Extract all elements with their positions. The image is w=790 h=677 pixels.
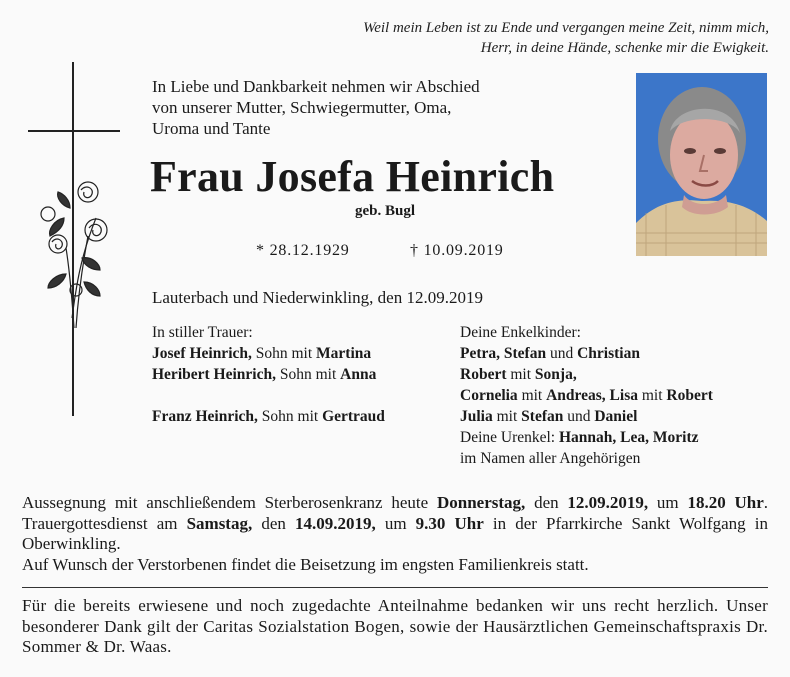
intro-line-3: Uroma und Tante — [152, 119, 271, 138]
intro-text — [152, 76, 480, 139]
great-grandchildren: Deine Urenkel: Hannah, Lea, Moritz — [460, 429, 699, 446]
mourner-line-3: Franz Heinrich, Sohn mit Gertraud — [152, 408, 385, 425]
birth-date: * 28.12.1929 — [256, 242, 350, 259]
born-name: geb. Bugl — [354, 203, 415, 219]
grandchildren-line-4: Julia mit Stefan und Daniel — [460, 408, 638, 425]
mourner-line-2: Heribert Heinrich, Sohn mit Anna — [152, 366, 377, 383]
death-date: † 10.09.2019 — [410, 242, 504, 259]
divider — [22, 587, 768, 588]
intro-line-1: In Liebe und Dankbarkeit nehmen wir Abschied — [152, 77, 480, 96]
grandchildren-line-2: Robert mit Sonja, — [460, 366, 577, 383]
portrait-photo — [636, 73, 767, 256]
quote-line-1: Weil mein Leben ist zu Ende und vergangen meine Zeit, nimm mich, — [363, 20, 769, 36]
intro-line-2: von unserer Mutter, Schwiegermutter, Oma, — [152, 98, 452, 117]
deceased-name: Frau Josefa Heinrich — [150, 152, 555, 201]
mourner-line-1: Josef Heinrich, Sohn mit Martina — [152, 345, 372, 362]
thanks-text: Für die bereits erwiesene und noch zugedachte Anteilnahme bedanken wir uns recht herzlich. Unser besonderer Dank gilt der Caritas Sozialstation Bogen, sowie der Hausärztlichen Gemeinschaftspraxis Dr. Sommer & Dr. Waas. — [22, 596, 768, 656]
grandchildren-line-1: Petra, Stefan und Christian — [460, 345, 640, 362]
all-relatives: im Namen aller Angehörigen — [460, 450, 641, 467]
mourners-right — [460, 322, 713, 469]
cross-bar — [28, 130, 120, 132]
roses-icon — [36, 178, 116, 328]
service-info: Aussegnung mit anschließendem Sterberosenkranz heute Donnerstag, den 12.09.2019, um 18.20 Uhr. Trauergottesdienst am Samstag, den 14.09.2019, um 9.30 Uhr in der Pfarrkirche Sankt Wolfgang in Oberwinkling. Auf Wunsch der Verstorbenen findet die Beisetzung im engsten Familienkreis statt. — [22, 493, 768, 574]
right-heading: Deine Enkelkinder: — [460, 324, 581, 341]
mourners-left — [152, 322, 385, 427]
burial-note: Auf Wunsch der Verstorbenen findet die Beisetzung im engsten Familienkreis statt. — [22, 554, 589, 574]
left-heading: In stiller Trauer: — [152, 324, 253, 341]
opening-quote — [0, 18, 769, 58]
quote-line-2: Herr, in deine Hände, schenke mir die Ewigkeit. — [480, 40, 769, 56]
place-date: Lauterbach und Niederwinkling, den 12.09.2019 — [152, 288, 483, 307]
grandchildren-line-3: Cornelia mit Andreas, Lisa mit Robert — [460, 387, 713, 404]
